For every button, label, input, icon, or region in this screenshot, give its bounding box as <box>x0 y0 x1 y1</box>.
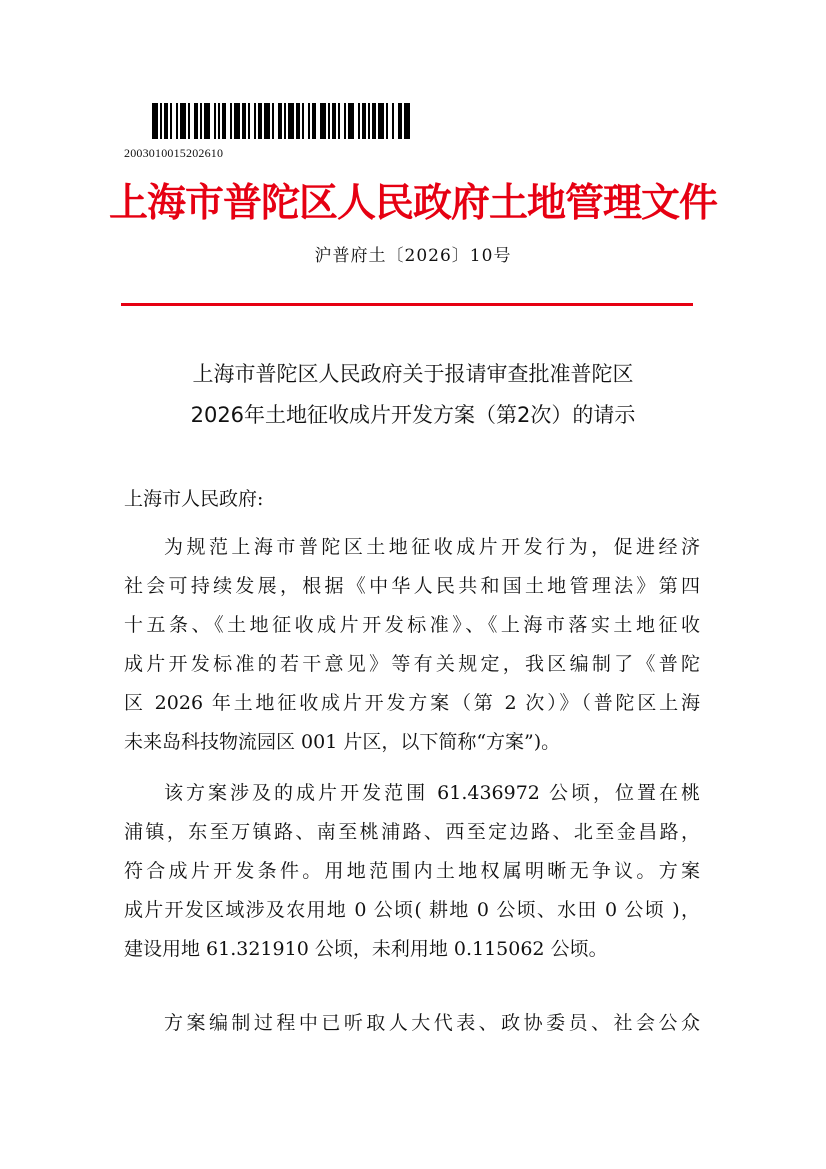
barcode-bar <box>372 103 376 139</box>
barcode-bar <box>378 103 384 139</box>
barcode-bar <box>288 103 294 139</box>
barcode-bar <box>170 103 172 139</box>
document-number: 沪普府土〔2026〕10号 <box>314 246 512 266</box>
paragraph-line: 该方案涉及的成片开发范围 61.436972 公顷，位置在桃 <box>164 782 700 804</box>
paragraph-line: 方案编制过程中已听取人大代表、政协委员、社会公众 <box>164 1012 700 1034</box>
barcode-bar <box>386 103 388 139</box>
barcode-bar <box>362 103 366 139</box>
paragraph-line: 区 2026 年土地征收成片开发方案（第 2 次）》（普陀区上海 <box>124 692 700 714</box>
barcode-bar <box>214 103 216 139</box>
issuing-organization-title: 上海市普陀区人民政府土地管理文件 <box>108 180 717 226</box>
barcode-bar <box>302 103 304 139</box>
barcode-bar <box>348 103 354 139</box>
barcode-bar <box>320 103 326 139</box>
salutation: 上海市人民政府: <box>124 488 264 510</box>
barcode-bar <box>176 103 178 139</box>
paragraph-line: 成片开发区域涉及农用地 0 公顷( 耕地 0 公顷、水田 0 公顷 )， <box>124 899 700 921</box>
barcode-bar <box>258 103 262 139</box>
barcode-bar <box>160 103 162 139</box>
red-separator-line <box>121 303 693 306</box>
barcode-bar <box>278 103 282 139</box>
barcode-bar <box>284 103 286 139</box>
barcode-bar <box>308 103 310 139</box>
barcode-bar <box>204 103 210 139</box>
barcode-bar <box>358 103 360 139</box>
barcode-bar <box>194 103 198 139</box>
paragraph-line: 未来岛科技物流园区 001 片区，以下简称“方案”)。 <box>124 731 561 753</box>
barcode <box>152 103 410 139</box>
barcode-bar <box>152 103 158 139</box>
document-title-line-1: 上海市普陀区人民政府关于报请审查批准普陀区 <box>192 362 634 386</box>
barcode-bar <box>344 103 346 139</box>
barcode-bar <box>218 103 220 139</box>
barcode-bar <box>338 103 340 139</box>
barcode-bar <box>328 103 330 139</box>
barcode-bar <box>230 103 232 139</box>
barcode-bar <box>254 103 256 139</box>
barcode-bar <box>272 103 274 139</box>
paragraph-line: 成片开发标准的若干意见》等有关规定，我区编制了《普陀 <box>124 653 700 675</box>
document-title-line-2: 2026年土地征收成片开发方案（第2次）的请示 <box>190 403 636 427</box>
barcode-bar <box>392 103 394 139</box>
barcode-bar <box>332 103 336 139</box>
paragraph-line: 浦镇，东至万镇路、南至桃浦路、西至定边路、北至金昌路， <box>124 821 700 843</box>
barcode-bar <box>248 103 250 139</box>
barcode-bar <box>296 103 300 139</box>
paragraph-line: 社会可持续发展，根据《中华人民共和国土地管理法》第四 <box>124 575 700 597</box>
barcode-bar <box>188 103 190 139</box>
barcode-bar <box>264 103 270 139</box>
barcode-bar <box>180 103 186 139</box>
paragraph-line: 建设用地 61.321910 公顷，未利用地 0.115062 公顷。 <box>124 938 608 960</box>
barcode-bar <box>200 103 202 139</box>
barcode-number: 2003010015202610 <box>124 146 224 160</box>
barcode-bar <box>368 103 370 139</box>
paragraph-line: 为规范上海市普陀区土地征收成片开发行为，促进经济 <box>164 536 700 558</box>
barcode-bar <box>164 103 168 139</box>
barcode-bar <box>312 103 316 139</box>
barcode-bar <box>242 103 246 139</box>
barcode-bar <box>234 103 240 139</box>
paragraph-line: 符合成片开发条件。用地范围内土地权属明晰无争议。方案 <box>124 860 700 882</box>
barcode-bar <box>404 103 410 139</box>
barcode-bar <box>398 103 402 139</box>
paragraph-line: 十五条、《土地征收成片开发标准》、《上海市落实土地征收 <box>124 614 700 636</box>
barcode-bar <box>222 103 226 139</box>
